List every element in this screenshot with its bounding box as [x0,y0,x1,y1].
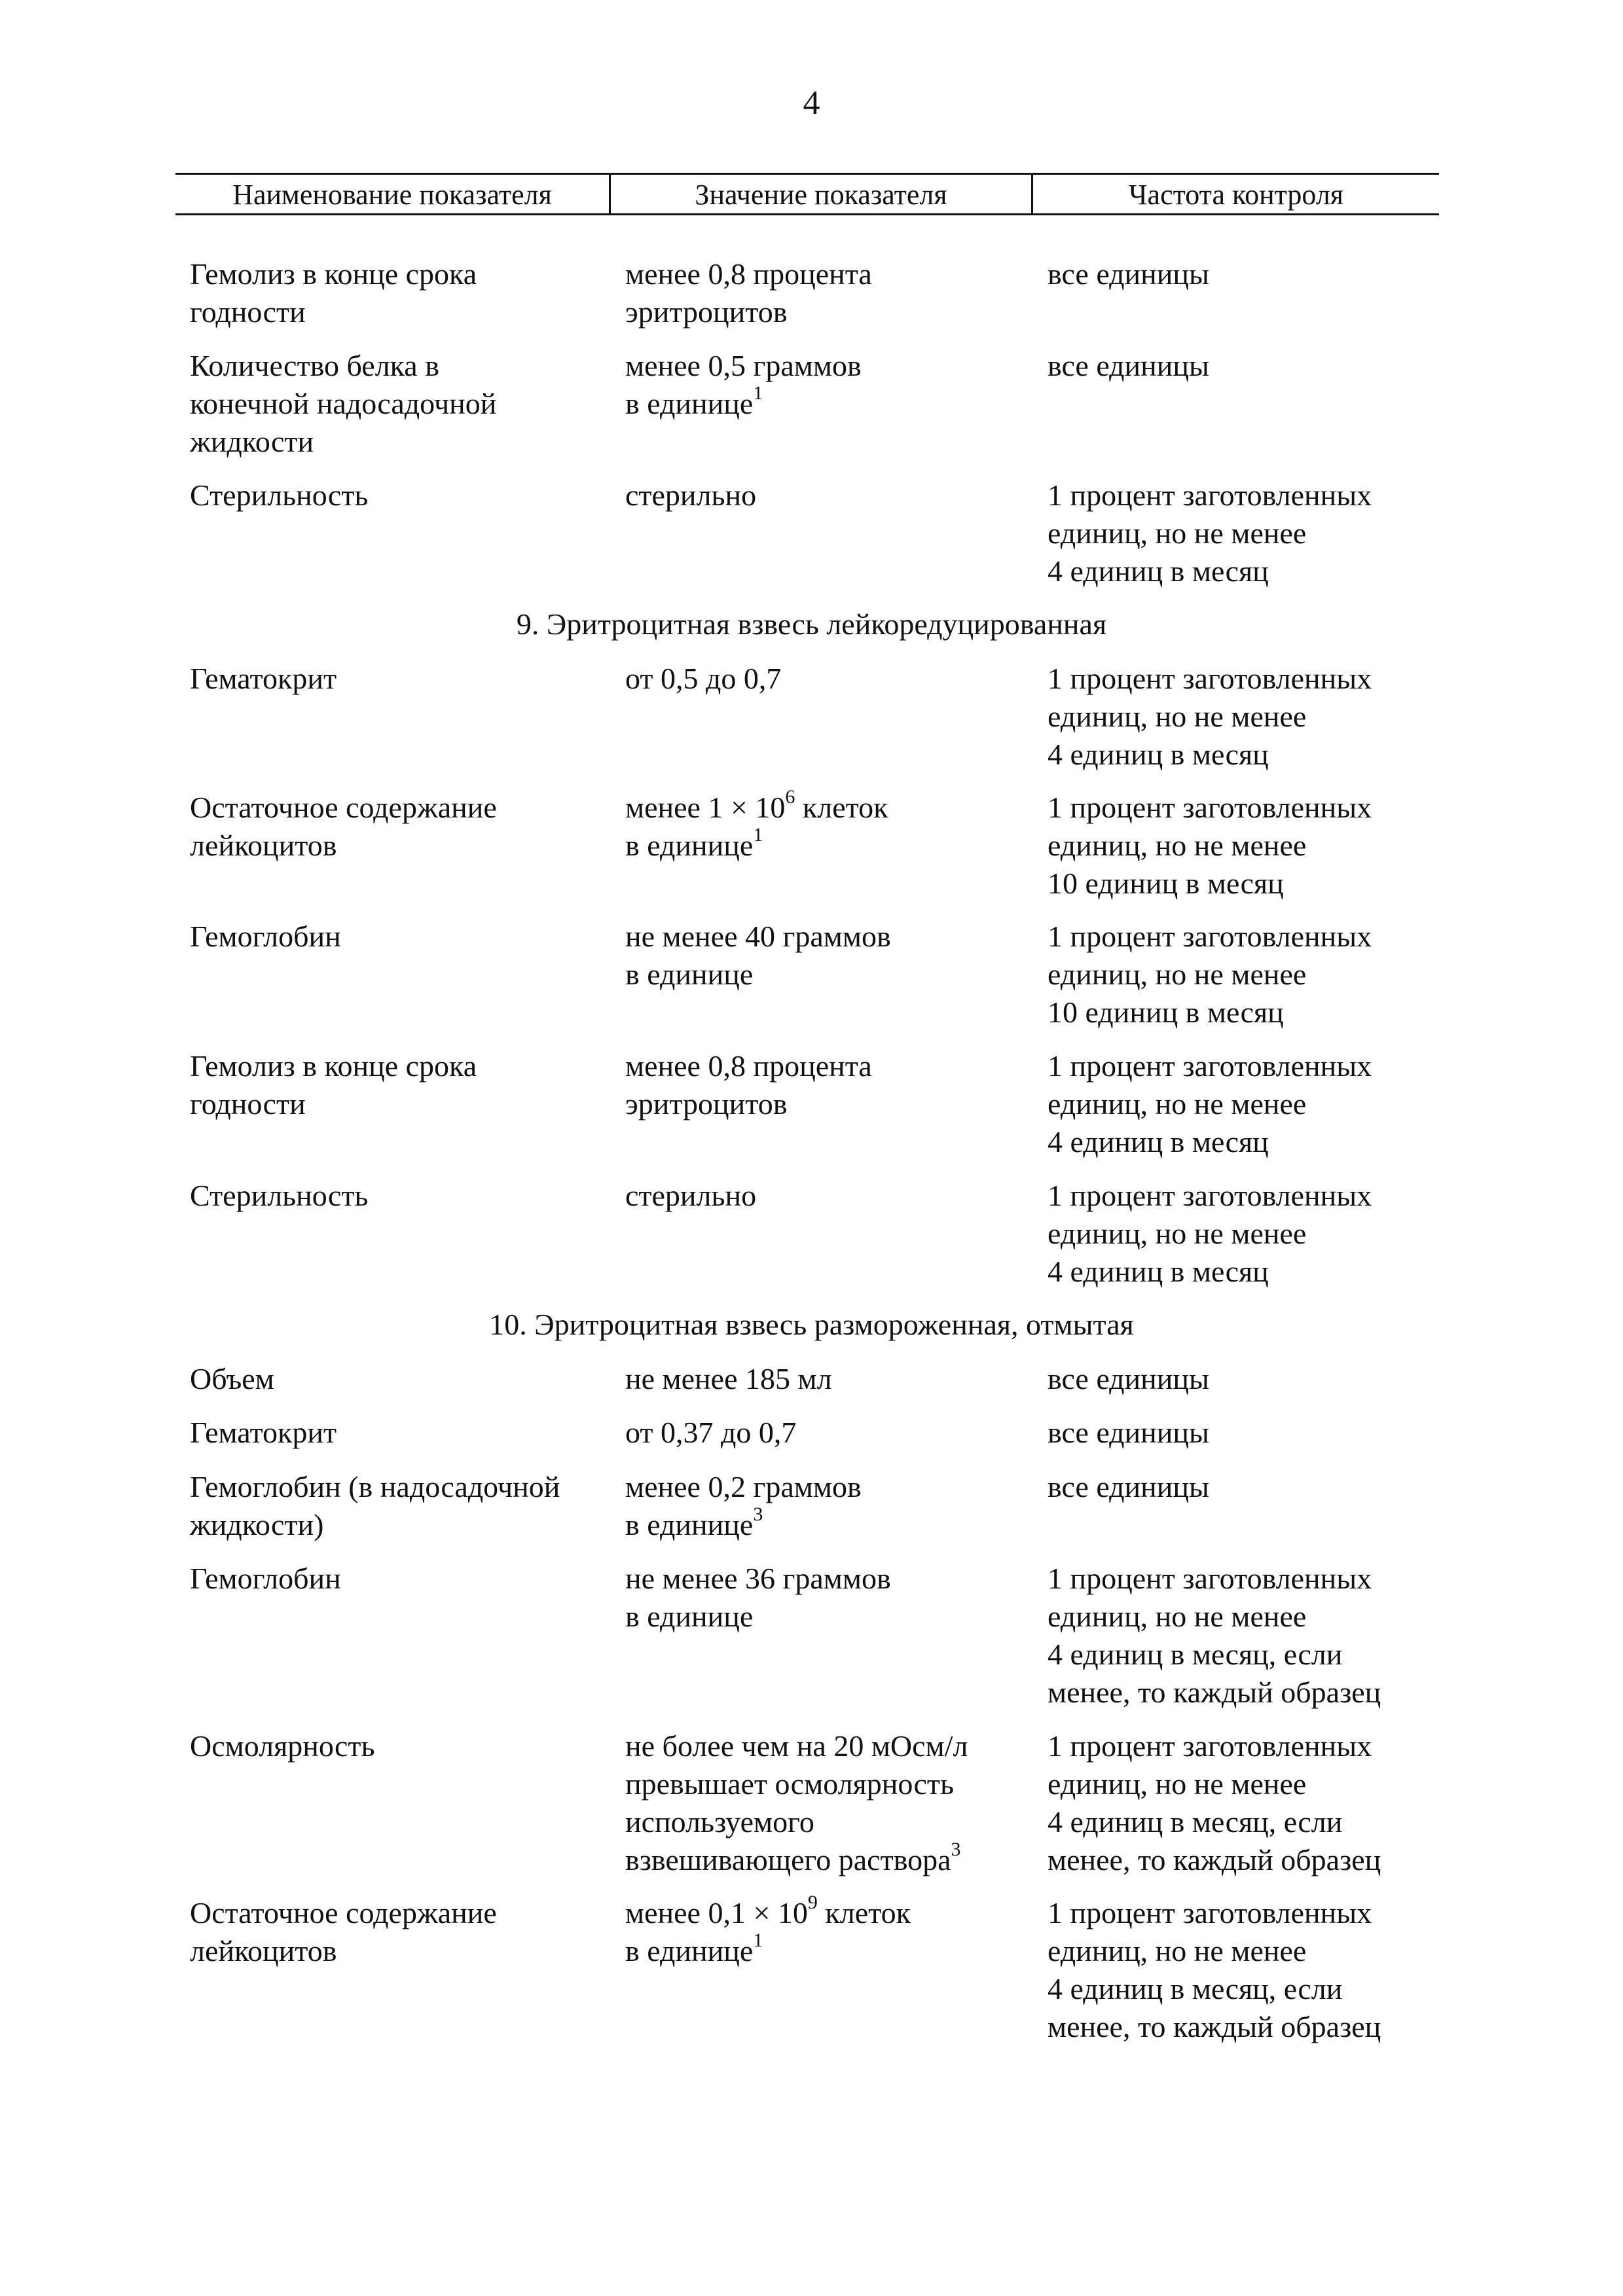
indicator-value: стерильно [625,1179,757,1212]
indicator-name: Гемолиз в конце срока годности [190,257,477,329]
footnote-ref: 3 [753,1503,763,1525]
header-indicator-name: Наименование показателя [232,179,552,211]
indicator-value: не более чем на 20 мОсм/л превышает осмолярность используемого взвешивающего раствора$^3$ [625,1729,968,1876]
indicator-name: Осмолярность [190,1729,375,1763]
control-frequency: 1 процент заготовленных единиц, но не менее 4 единиц в месяц [1048,662,1372,771]
control-frequency: все единицы [1048,1416,1209,1449]
footnote-ref: 1 [753,824,763,846]
indicator-value: не менее 185 мл [625,1362,832,1395]
section-title: 10. Эритроцитная взвесь размороженная, отмытая [489,1308,1134,1341]
control-frequency: 1 процент заготовленных единиц, но не менее 10 единиц в месяц [1048,791,1372,900]
indicator-value: менее 0,8 процента эритроцитов [625,257,872,329]
header-bottom-rule [175,213,1439,215]
indicator-value: не менее 40 граммов в единице [625,920,891,991]
page-number: 4 [803,84,820,122]
control-frequency: 1 процент заготовленных единиц, но не менее 10 единиц в месяц [1048,920,1372,1029]
indicator-value: менее $0,1 \times 10^9$ клеток в единице$^1$ [625,1892,911,1967]
control-frequency: все единицы [1048,257,1209,291]
indicator-value: от 0,5 до 0,7 [625,662,782,695]
control-frequency: все единицы [1048,349,1209,382]
control-frequency: 1 процент заготовленных единиц, но не менее 4 единиц в месяц [1048,1049,1372,1158]
control-frequency: 1 процент заготовленных единиц, но не менее 4 единиц в месяц [1048,1179,1372,1288]
footnote-ref: 1 [753,382,763,404]
indicator-value: менее 0,8 процента эритроцитов [625,1049,872,1121]
header-indicator-value: Значение показателя [695,179,947,211]
indicator-name: Гемоглобин [190,1562,341,1595]
header-top-rule [175,173,1439,175]
indicator-value: стерильно [625,478,757,512]
footnote-ref: 3 [951,1839,961,1860]
indicator-value: от 0,37 до 0,7 [625,1416,797,1449]
indicator-name: Стерильность [190,478,369,512]
indicator-name: Количество белка в конечной надосадочной жидкости [190,349,497,458]
section-title: 9. Эритроцитная взвесь лейкоредуцированная [516,607,1107,641]
header-control-frequency: Частота контроля [1128,179,1344,211]
indicator-value: менее $1 \times 10^6$ клеток в единице$^1$ [625,786,888,862]
indicator-name: Гемоглобин (в надосадочной жидкости) [190,1470,560,1541]
control-frequency: все единицы [1048,1470,1209,1503]
indicator-value: менее 0,5 граммов в единице$^1$ [625,349,862,420]
indicator-name: Гематокрит [190,1416,337,1449]
exponent: 9 [807,1892,818,1913]
control-frequency: 1 процент заготовленных единиц, но не менее 4 единиц в месяц [1048,478,1372,588]
exponent: 6 [785,786,795,808]
control-frequency: 1 процент заготовленных единиц, но не менее 4 единиц в месяц, если менее, то каждый образец [1048,1729,1381,1876]
control-frequency: 1 процент заготовленных единиц, но не менее 4 единиц в месяц, если менее, то каждый образец [1048,1562,1381,1709]
indicator-name: Остаточное содержание лейкоцитов [190,791,497,862]
indicator-name: Гематокрит [190,662,337,695]
indicator-value: не менее 36 граммов в единице [625,1562,891,1633]
indicator-name: Стерильность [190,1179,369,1212]
control-frequency: все единицы [1048,1362,1209,1395]
indicator-name: Объем [190,1362,274,1395]
indicator-name: Гемолиз в конце срока годности [190,1049,477,1121]
indicator-name: Гемоглобин [190,920,341,953]
control-frequency: 1 процент заготовленных единиц, но не менее 4 единиц в месяц, если менее, то каждый образец [1048,1896,1381,2043]
indicator-value: менее 0,2 граммов в единице$^3$ [625,1470,862,1541]
indicator-name: Остаточное содержание лейкоцитов [190,1896,497,1967]
footnote-ref: 1 [753,1929,763,1951]
